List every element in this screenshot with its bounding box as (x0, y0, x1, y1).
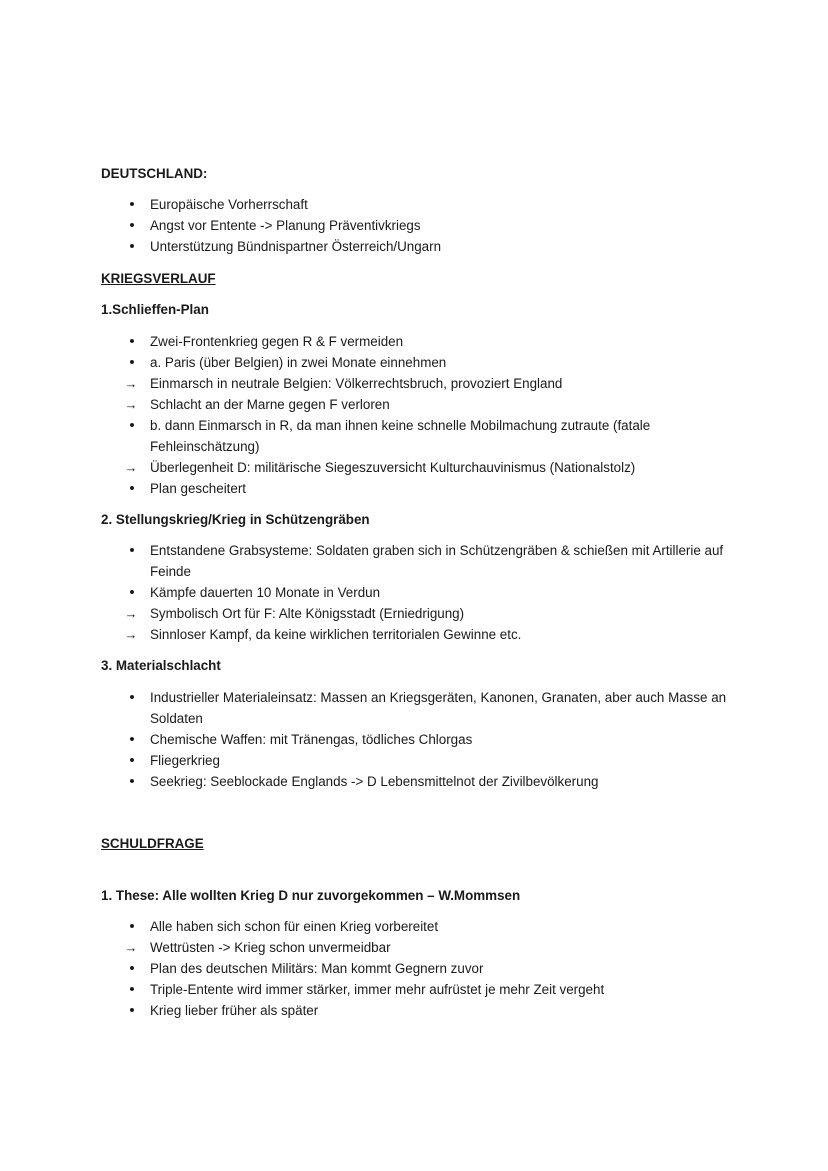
list-item (0, 331, 828, 352)
arrow-right-icon: → (124, 460, 138, 475)
list-item (0, 958, 828, 979)
list-item-text: a. Paris (über Belgien) in zwei Monate einnehmen (150, 355, 447, 370)
bullet-icon: • (129, 584, 135, 601)
bullet-icon: • (129, 731, 135, 748)
section-heading-stellungskrieg: 2. Stellungskrieg/Krieg in Schützengräben (101, 512, 370, 527)
list-item (0, 624, 828, 645)
list-item-text: Überlegenheit D: militärische Siegeszuversicht Kulturchauvinismus (Nationalstolz) (150, 460, 636, 475)
list-schlieffen-plan (0, 331, 828, 499)
list-item (0, 603, 828, 624)
list-item (0, 457, 828, 478)
list-deutschland (0, 194, 828, 257)
bullet-icon: • (129, 354, 135, 371)
bullet-icon: • (129, 217, 135, 234)
list-these (0, 916, 828, 1021)
list-item-text: Entstandene Grabsysteme: Soldaten graben sich in Schützengräben & schießen mit Artillerie auf Feinde (150, 543, 724, 579)
list-item (0, 373, 828, 394)
list-item-text: Kämpfe dauerten 10 Monate in Verdun (150, 585, 381, 600)
list-item-text: Chemische Waffen: mit Tränengas, tödliches Chlorgas (150, 732, 473, 747)
list-item-text: Europäische Vorherrschaft (150, 197, 308, 212)
bullet-icon: • (129, 480, 135, 497)
list-item (0, 540, 828, 582)
list-item (0, 687, 828, 729)
list-stellungskrieg (0, 540, 828, 645)
list-item-text: Triple-Entente wird immer stärker, immer mehr aufrüstet je mehr Zeit vergeht (150, 982, 605, 997)
bullet-icon: • (129, 333, 135, 350)
bullet-icon: • (129, 417, 135, 434)
list-item (0, 352, 828, 373)
list-item (0, 236, 828, 257)
list-item-text: Fliegerkrieg (150, 753, 220, 768)
list-item-text: Schlacht an der Marne gegen F verloren (150, 397, 390, 412)
arrow-right-icon: → (124, 606, 138, 621)
bullet-icon: • (129, 1002, 135, 1019)
section-heading-these: 1. These: Alle wollten Krieg D nur zuvorgekommen – W.Mommsen (101, 888, 521, 903)
arrow-right-icon: → (124, 397, 138, 412)
bullet-icon: • (129, 773, 135, 790)
bullet-icon: • (129, 918, 135, 935)
list-item (0, 729, 828, 750)
arrow-right-icon: → (124, 627, 138, 642)
list-item-text: Unterstützung Bündnispartner Österreich/Ungarn (150, 239, 442, 254)
list-item-text: Wettrüsten -> Krieg schon unvermeidbar (150, 940, 391, 955)
list-item (0, 415, 828, 457)
list-item (0, 1000, 828, 1021)
bullet-icon: • (129, 542, 135, 559)
list-item-text: Industrieller Materialeinsatz: Massen an Kriegsgeräten, Kanonen, Granaten, aber auch Masse an Soldaten (150, 690, 727, 726)
list-item-text: Alle haben sich schon für einen Krieg vorbereitet (150, 919, 439, 934)
list-item-text: Krieg lieber früher als später (150, 1003, 319, 1018)
list-item (0, 215, 828, 236)
section-heading-materialschlacht: 3. Materialschlacht (101, 658, 221, 673)
list-item (0, 394, 828, 415)
list-item (0, 916, 828, 937)
list-item-text: Symbolisch Ort für F: Alte Königsstadt (Erniedrigung) (150, 606, 465, 621)
section-heading-schuldfrage: SCHULDFRAGE (101, 836, 204, 851)
bullet-icon: • (129, 196, 135, 213)
list-item (0, 194, 828, 215)
arrow-right-icon: → (124, 940, 138, 955)
list-item-text: Plan gescheitert (150, 481, 247, 496)
arrow-right-icon: → (124, 376, 138, 391)
list-item-text: Angst vor Entente -> Planung Präventivkriegs (150, 218, 421, 233)
bullet-icon: • (129, 752, 135, 769)
list-item (0, 937, 828, 958)
list-materialschlacht (0, 687, 828, 792)
bullet-icon: • (129, 689, 135, 706)
list-item-text: b. dann Einmarsch in R, da man ihnen keine schnelle Mobilmachung zutraute (fatale Fehleinschätzung) (150, 418, 651, 454)
list-item (0, 771, 828, 792)
list-item (0, 979, 828, 1000)
list-item-text: Plan des deutschen Militärs: Man kommt Gegnern zuvor (150, 961, 484, 976)
list-item-text: Einmarsch in neutrale Belgien: Völkerrechtsbruch, provoziert England (150, 376, 563, 391)
list-item (0, 750, 828, 771)
section-heading-kriegsverlauf: KRIEGSVERLAUF (101, 271, 216, 286)
bullet-icon: • (129, 238, 135, 255)
list-item-text: Seekrieg: Seeblockade Englands -> D Lebensmittelnot der Zivilbevölkerung (150, 774, 599, 789)
section-heading-schlieffen-plan: 1.Schlieffen-Plan (101, 302, 209, 317)
section-heading-deutschland: DEUTSCHLAND: (101, 166, 208, 181)
list-item (0, 478, 828, 499)
bullet-icon: • (129, 960, 135, 977)
list-item-text: Zwei-Frontenkrieg gegen R & F vermeiden (150, 334, 404, 349)
bullet-icon: • (129, 981, 135, 998)
list-item (0, 582, 828, 603)
list-item-text: Sinnloser Kampf, da keine wirklichen territorialen Gewinne etc. (150, 627, 522, 642)
